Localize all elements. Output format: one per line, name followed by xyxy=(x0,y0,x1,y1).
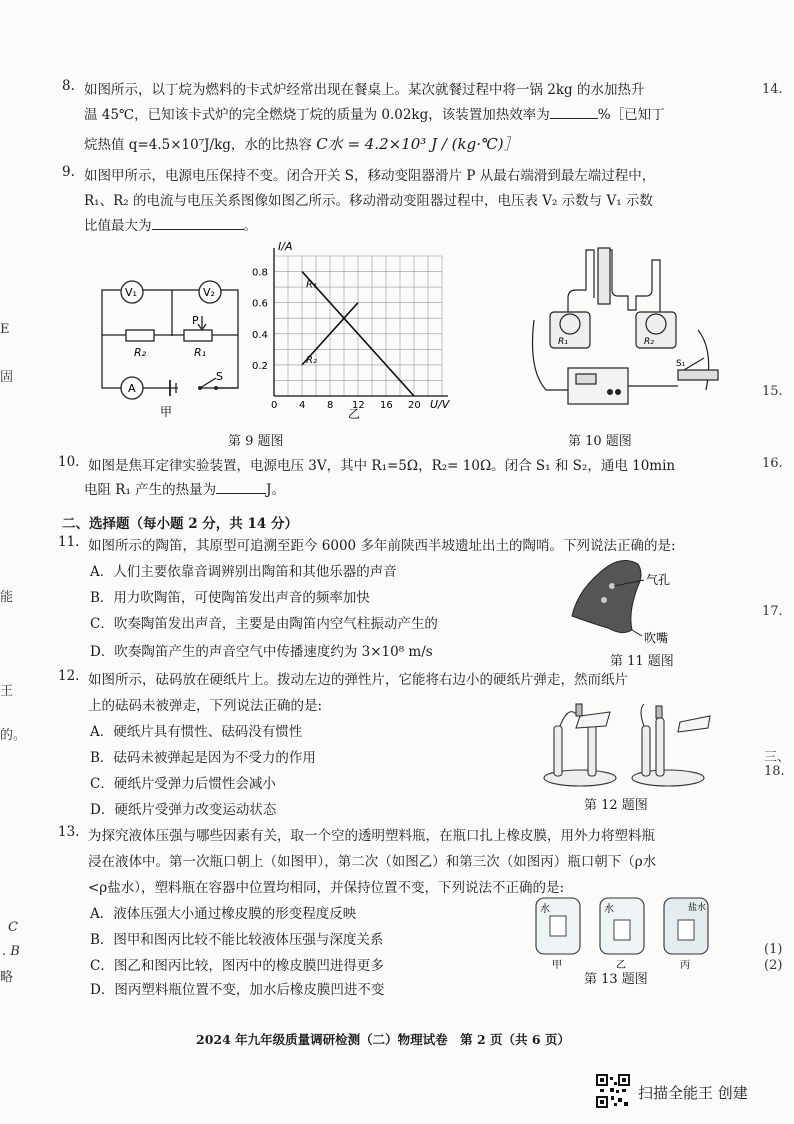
container-r2 xyxy=(636,312,676,348)
fig12-caption: 第 12 题图 xyxy=(584,798,648,813)
q13-line2: 浸在液体中。第一次瓶口朝上（如图甲），第二次（如图乙）和第三次（如图丙）瓶口朝下（ρ水 xyxy=(88,854,657,870)
section2-heading: 二、选择题（每小题 2 分，共 14 分） xyxy=(62,516,298,532)
u-tube-left xyxy=(568,250,594,320)
fig13-jia: 甲 xyxy=(552,960,562,970)
fig11-caption: 第 11 题图 xyxy=(610,654,674,669)
fig11-hole-label: 气孔 xyxy=(646,573,671,587)
q12-number: 12. xyxy=(58,668,80,684)
q13-option-a[interactable]: A．液体压强大小通过橡皮膜的形变程度反映 xyxy=(90,906,357,922)
q11-option-a[interactable]: A．人们主要依靠音调辨别出陶笛和其他乐器的声音 xyxy=(90,564,397,580)
edge-left-7: . B xyxy=(2,944,20,959)
chart9-ylabel: I/A xyxy=(278,240,293,253)
y-tick-label: 0.6 xyxy=(252,298,268,310)
q13-number: 13. xyxy=(58,824,80,840)
fig9-graph xyxy=(252,238,462,420)
q9-line3-text: 比值最大为 xyxy=(84,218,152,234)
q8-number: 8. xyxy=(62,78,75,94)
fig13-containers xyxy=(528,890,718,970)
q10-number: 10. xyxy=(58,454,80,470)
edge-left-5: 的。 xyxy=(0,728,27,743)
edge-left-3: 能 xyxy=(0,590,14,605)
q9-line3 xyxy=(84,214,257,234)
page-footer: 2024 年九年级质量调研检测（二）物理试卷 第 2 页（共 6 页） xyxy=(196,1032,570,1047)
fig9-r2-label: R₂ xyxy=(134,346,147,359)
fig11-mouth-label: 吹嘴 xyxy=(644,631,669,645)
q13-option-b[interactable]: B．图甲和图丙比较不能比较液体压强与深度关系 xyxy=(90,932,384,948)
fig9-yi-label: 乙 xyxy=(348,407,361,420)
edge-left-4: 王 xyxy=(0,684,14,699)
switch-s1 xyxy=(678,370,718,380)
q12-option-a[interactable]: A．硬纸片具有惯性、砝码没有惯性 xyxy=(90,724,303,740)
fig9-circuit xyxy=(96,270,250,420)
series-label-1: R₁ xyxy=(306,279,317,291)
fig11-ocarina xyxy=(568,552,704,648)
switch-s xyxy=(200,378,216,388)
q13-line1: 为探究液体压强与哪些因素有关，取一个空的透明塑料瓶，在瓶口扎上橡皮膜，用外力将塑料瓶 xyxy=(88,828,655,844)
fig10-r2-label: R₂ xyxy=(644,337,654,347)
q11-number: 11. xyxy=(58,534,80,550)
manometer-scale xyxy=(598,248,610,304)
edge-left-6: C xyxy=(8,920,18,935)
ocarina-body xyxy=(572,560,641,632)
q10-line2-text: 电阻 R₁ 产生的热量为 xyxy=(84,482,217,498)
weight-left xyxy=(576,704,582,716)
y-tick-label: 0.2 xyxy=(252,360,268,372)
q12-option-c[interactable]: C．硬纸片受弹力后惯性会减小 xyxy=(90,776,276,792)
q8-line2-end: %［已知丁 xyxy=(597,107,665,123)
container-r1 xyxy=(550,312,590,348)
fig13-yi: 乙 xyxy=(616,960,626,970)
q8-line2 xyxy=(84,103,665,123)
edge-right-1: (1) xyxy=(764,942,783,957)
q8-line3 xyxy=(84,133,519,154)
x-tick-label: 20 xyxy=(408,400,421,411)
q10-answer-blank[interactable] xyxy=(216,481,266,494)
q12-line1: 如图所示，砝码放在硬纸片上。拨动左边的弹性片，它能将右边小的硬纸片弹走，然而纸片 xyxy=(88,672,628,688)
resistor-r2 xyxy=(126,330,154,341)
edge-right-2: (2) xyxy=(764,958,783,973)
q8-line1: 如图所示，以丁烷为燃料的卡式炉经常出现在餐桌上。某次就餐过程中将一锅 2kg 的水加热升 xyxy=(84,82,645,98)
edge-left-8: 略 xyxy=(0,970,14,985)
q11-option-c[interactable]: C．吹奏陶笛发出声音，主要是由陶笛内空气柱振动产生的 xyxy=(90,616,438,632)
q10-line1: 如图是焦耳定律实验装置，电源电压 3V，其中 R₁=5Ω，R₂= 10Ω。闭合 S₁ 和 S₂，通电 10min xyxy=(88,458,676,474)
x-tick-label: 4 xyxy=(299,400,306,411)
fig9-s-label: S xyxy=(216,370,223,383)
x-tick-label: 8 xyxy=(327,400,334,411)
edge-left-1: E xyxy=(0,322,10,337)
q10-line2 xyxy=(84,478,285,498)
fig9-caption: 第 9 题图 xyxy=(228,434,284,449)
q9-line3-end: 。 xyxy=(243,218,257,234)
q9-answer-blank[interactable] xyxy=(152,217,244,230)
fig12-apparatus xyxy=(540,696,720,788)
fig10-s1-label: S₁ xyxy=(676,359,686,369)
q9-line1: 如图甲所示，电源电压保持不变。闭合开关 S，移动变阻器滑片 P 从最右端滑到最左端过程中， xyxy=(84,168,656,184)
fig9-v1-label: V₁ xyxy=(125,286,137,299)
q12-line2: 上的砝码未被弹走，下列说法正确的是: xyxy=(88,698,323,714)
edge-right-17: 17. xyxy=(762,604,783,619)
fig13-water-label-1: 水 xyxy=(540,904,550,915)
fig9-jia-label: 甲 xyxy=(160,405,173,419)
q12-option-d[interactable]: D．硬纸片受弹力改变运动状态 xyxy=(90,802,277,818)
fig9-a-label: A xyxy=(128,382,136,395)
power-supply xyxy=(568,368,628,404)
fig13-caption: 第 13 题图 xyxy=(584,972,648,987)
edge-right-16: 16. xyxy=(762,456,783,471)
edge-right-15: 15. xyxy=(762,384,783,399)
edge-right-section3: 三、 xyxy=(764,750,791,765)
q8-formula: C水 = 4.2×10³ J / (kg·℃)］ xyxy=(316,135,519,153)
qr-code-icon xyxy=(596,1074,630,1108)
q12-option-b[interactable]: B．砝码未被弹起是因为不受力的作用 xyxy=(90,750,316,766)
edge-right-14: 14. xyxy=(762,82,783,97)
q13-option-d[interactable]: D．图丙塑料瓶位置不变，加水后橡皮膜凹进不变 xyxy=(90,982,385,998)
q11-option-d[interactable]: D．吹奏陶笛产生的声音空气中传播速度约为 3×10⁸ m/s xyxy=(90,644,433,660)
x-tick-label: 16 xyxy=(380,400,393,411)
q11-option-b[interactable]: B．用力吹陶笛，可使陶笛发出声音的频率加快 xyxy=(90,590,370,606)
series-label-2: R₂ xyxy=(306,354,317,366)
q8-answer-blank[interactable] xyxy=(550,106,598,119)
q8-line3-text: 烷热值 q=4.5×10⁷J/kg，水的比热容 xyxy=(84,137,312,153)
chart9-xlabel: U/V xyxy=(430,398,450,411)
q8-line2-text: 温 45℃，已知该卡式炉的完全燃烧丁烷的质量为 0.02kg，该装置加热效率为 xyxy=(84,107,550,123)
fig13-salt-label: 盐水 xyxy=(688,903,707,913)
q13-option-c[interactable]: C．图乙和图丙比较，图丙中的橡皮膜凹进得更多 xyxy=(90,958,384,974)
q10-line2-end: J。 xyxy=(266,482,286,498)
fig13-bing: 丙 xyxy=(680,960,690,970)
edge-right-18: 18. xyxy=(764,764,785,779)
x-tick-label: 0 xyxy=(271,400,278,411)
fig13-water-label-2: 水 xyxy=(604,904,614,915)
fig10-r1-label: R₁ xyxy=(558,337,568,347)
fig9-r1-label: R₁ xyxy=(194,346,207,359)
q9-number: 9. xyxy=(62,164,75,180)
y-tick-label: 0.4 xyxy=(252,329,268,341)
edge-left-2: 固 xyxy=(0,370,14,385)
fig9-v2-label: V₂ xyxy=(203,286,215,299)
watermark-text: 扫描全能王 创建 xyxy=(638,1084,748,1102)
u-tube-right xyxy=(604,250,660,320)
q9-line2: R₁、R₂ 的电流与电压关系图像如图乙所示。移动滑动变阻器过程中，电压表 V₂ 示数与 V₁ 示数 xyxy=(84,193,653,209)
fig9-p-label: P xyxy=(192,314,199,327)
fig10-apparatus xyxy=(528,240,728,410)
fig10-caption: 第 10 题图 xyxy=(568,434,632,449)
q11-stem: 如图所示的陶笛，其原型可追溯至距今 6000 多年前陕西半坡遗址出土的陶哨。下列说法正确的是: xyxy=(88,538,676,554)
x-tick-label: 12 xyxy=(352,400,365,411)
q13-line3: <ρ盐水），塑料瓶在容器中位置均相同，并保持位置不变，下列说法不正确的是: xyxy=(88,880,565,896)
y-tick-label: 0.8 xyxy=(252,267,268,279)
resistor-r1 xyxy=(184,330,212,341)
weight-right xyxy=(656,706,662,718)
